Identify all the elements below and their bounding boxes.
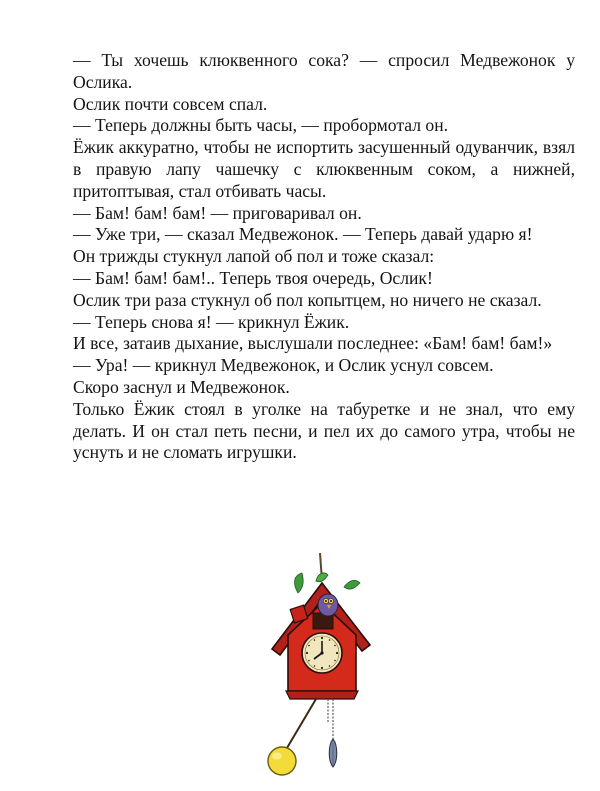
clock-weight bbox=[328, 699, 337, 767]
paragraph: — Ура! — крикнул Медвежонок, и Ослик уснул совсем. bbox=[73, 355, 494, 376]
clock-pendulum bbox=[268, 699, 316, 775]
paragraph: Скоро заснул и Медвежонок. bbox=[73, 376, 290, 397]
clock-base bbox=[286, 691, 358, 699]
paragraph: Только Ёжик стоял в уголке на табуретке и не знал, что ему делать. И он стал петь песни, и пел их до самого утра, чтобы не уснуть и не сломать игрушки. bbox=[73, 398, 575, 463]
paragraph: И все, затаив дыхание, выслушали последнее: «Бам! бам! бам!» bbox=[73, 333, 553, 354]
clock-dial bbox=[302, 633, 342, 673]
cuckoo-clock-illustration bbox=[258, 553, 378, 791]
paragraph: — Бам! бам! бам! — приговаривал он. bbox=[73, 202, 362, 223]
paragraph: — Ты хочешь клюквенного сока? — спросил Медвежонок у Ослика. bbox=[73, 50, 575, 92]
paragraph: — Теперь снова я! — крикнул Ёжик. bbox=[73, 311, 350, 332]
story-text bbox=[73, 50, 575, 464]
paragraph: Ослик три раза стукнул об пол копытцем, но ничего не сказал. bbox=[73, 289, 542, 310]
paragraph: — Бам! бам! бам!.. Теперь твоя очередь, Ослик! bbox=[73, 267, 433, 288]
paragraph: Он трижды стукнул лапой об пол и тоже сказал: bbox=[73, 246, 435, 267]
paragraph: Ослик почти совсем спал. bbox=[73, 93, 268, 114]
paragraph: — Теперь должны быть часы, — пробормотал он. bbox=[73, 115, 449, 136]
paragraph: — Уже три, — сказал Медвежонок. — Теперь давай ударю я! bbox=[73, 224, 533, 245]
paragraph: Ёжик аккуратно, чтобы не испортить засушенный одуванчик, взял в правую лапу чашечку с клюквенным соком, а нижней, притоптывая, стал отбивать часы. bbox=[73, 137, 575, 201]
